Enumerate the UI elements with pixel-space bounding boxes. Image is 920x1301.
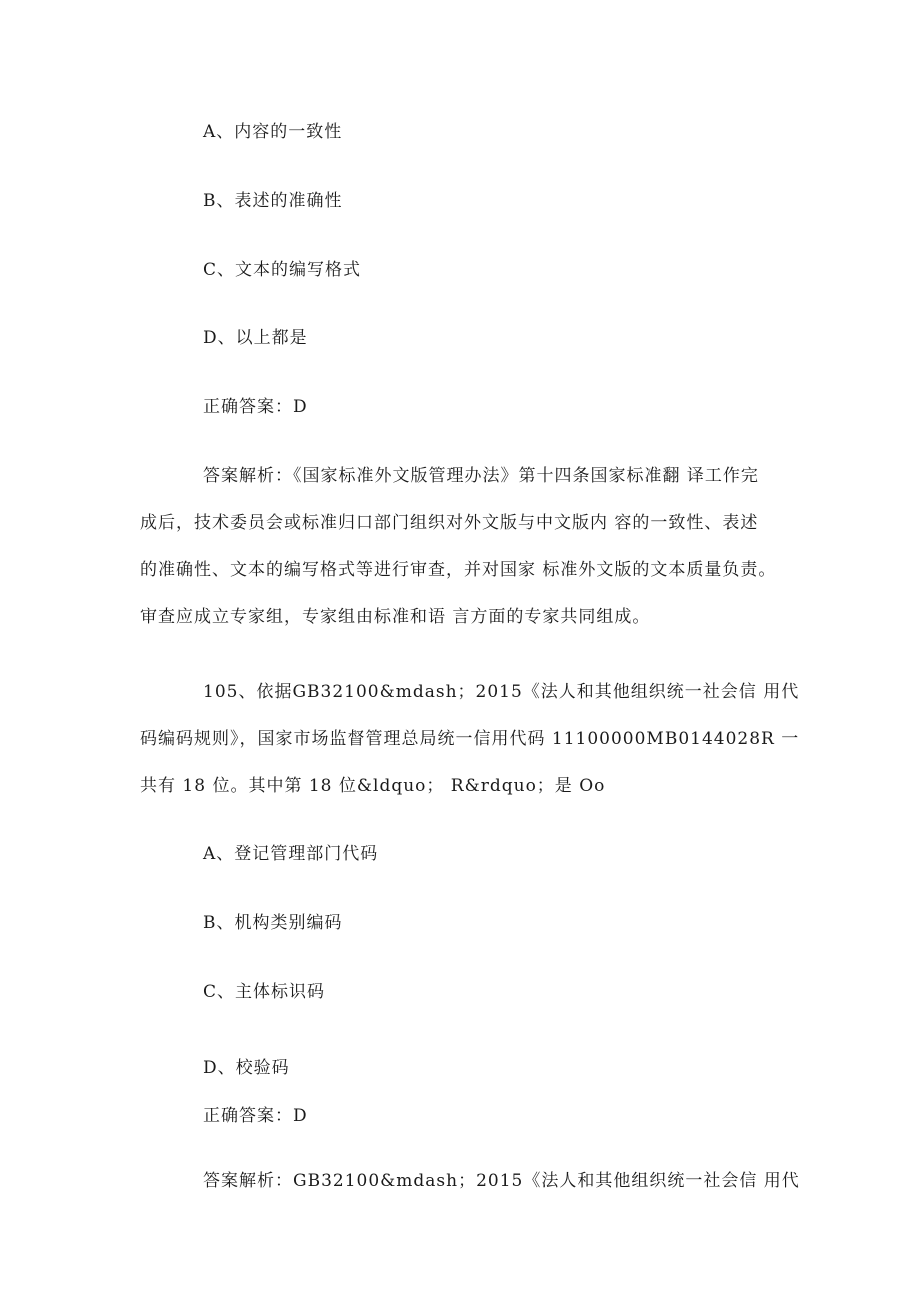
q104-explanation-line-2: 成后，技术委员会或标准归口部门组织对外文版与中文版内 容的一致性、表述	[140, 513, 759, 533]
q104-option-b: B、表述的准确性	[203, 191, 343, 211]
q105-question-line-1: 105、依据GB32100&mdash；2015《法人和其他组织统一社会信 用代	[203, 682, 800, 702]
q104-option-a: A、内容的一致性	[203, 122, 343, 142]
q104-explanation-line-3: 的准确性、文本的编写格式等进行审查，并对国家 标准外文版的文本质量负责。	[140, 560, 777, 580]
q104-option-d: D、以上都是	[203, 328, 308, 348]
q105-explanation-line-1: 答案解析：GB32100&mdash；2015《法人和其他组织统一社会信 用代	[203, 1171, 800, 1191]
q104-explanation-line-1: 答案解析：《国家标准外文版管理办法》第十四条国家标准翻 译工作完	[203, 466, 759, 486]
q104-explanation-line-4: 审查应成立专家组，专家组由标准和语 言方面的专家共同组成。	[140, 607, 651, 627]
q105-answer: 正确答案：D	[203, 1106, 308, 1126]
q104-option-c: C、文本的编写格式	[203, 260, 362, 280]
q105-option-a: A、登记管理部门代码	[203, 844, 379, 864]
q104-answer: 正确答案：D	[203, 397, 308, 417]
q105-option-b: B、机构类别编码	[203, 913, 343, 933]
q105-option-d: D、校验码	[203, 1058, 290, 1078]
q105-question-line-3: 共有 18 位。其中第 18 位&ldquo； R&rdquo；是 Oo	[140, 776, 606, 796]
q105-option-c: C、主体标识码	[203, 982, 326, 1002]
q105-question-line-2: 码编码规则》，国家市场监督管理总局统一信用代码 11100000MB0144028R 一	[140, 729, 800, 749]
